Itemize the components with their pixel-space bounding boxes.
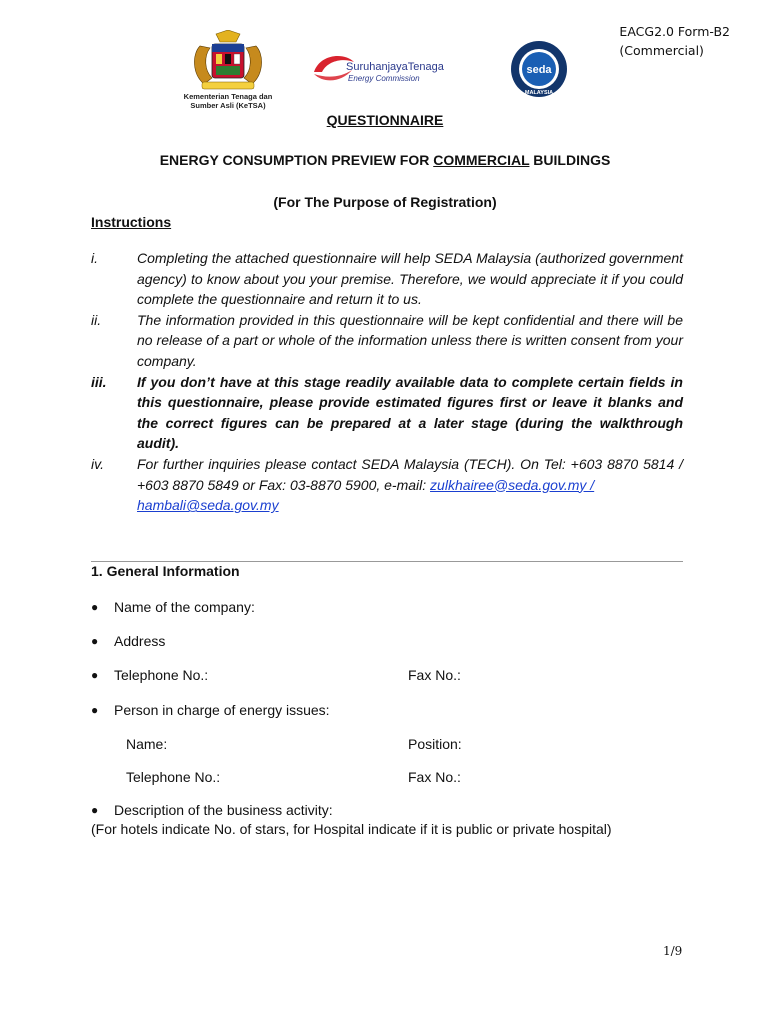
pic-telephone-label: Telephone No.: [126,769,221,785]
form-code [619,22,730,60]
bullet-icon: ● [91,600,99,614]
address-label: Address [114,633,166,649]
instruction-number: iv. [91,455,104,472]
instruction-number: ii. [91,311,102,328]
instruction-item [91,248,683,310]
instruction-number: i. [91,250,98,266]
instruction-text: The information provided in this questionnaire will be kept confidential and there will be no release of a part or whole of the information unless there is written consent from your company. [137,311,683,369]
seda-logo-text: seda [526,64,552,76]
person-in-charge-label: Person in charge of energy issues: [114,702,330,718]
crest-caption-line1: Kementerian Tenaga dan [183,92,273,101]
email-link-hambali[interactable]: hambali@seda.gov.my [137,497,279,514]
telephone-label: Telephone No.: [114,667,209,683]
instruction-number: iii. [91,373,107,390]
purpose-line: (For The Purpose of Registration) [273,194,497,210]
email-link-zulkhairee[interactable]: zulkhairee@seda.gov.my / [430,476,595,493]
suruhanjaya-tenaga-logo [310,48,460,88]
instruction-item [91,454,683,516]
pic-position-label: Position: [408,736,462,752]
seda-malaysia-logo [510,40,568,98]
malaysia-coat-of-arms-icon [186,30,270,92]
subtitle-pre: ENERGY CONSUMPTION PREVIEW FOR [159,152,434,168]
instructions-list [91,248,683,516]
instruction-text: Completing the attached questionnaire will help SEDA Malaysia (authorized government agency) to know about you your premise. Therefore, we would appreciate it if you could complete the questionnaire and return it to us. [137,250,683,308]
bullet-icon: ● [91,803,99,817]
instruction-item [91,310,683,372]
bullet-icon: ● [91,634,99,648]
seda-logo-country: MALAYSIA [524,90,554,96]
page-title: QUESTIONNAIRE [326,112,444,128]
page-number: 1/9 [663,944,683,958]
crest-caption [168,92,288,110]
subtitle-post: BUILDINGS [529,152,611,168]
bullet-icon: ● [91,668,99,682]
st-logo-sub: Energy Commission [348,74,420,83]
form-code-line1: EACG2.0 Form-B2 [619,24,730,39]
section-divider [91,561,683,562]
form-code-line2: (Commercial) [619,43,704,58]
fax-label: Fax No.: [408,667,461,683]
instruction-text: If you don’t have at this stage readily available data to complete certain fields in this questionnaire, please provide estimated figures first or leave it blanks and the correct figures can be prepared at a later stage (during the walkthrough audit). [137,373,683,452]
crest-caption-line2: Sumber Asli (KeTSA) [190,101,266,110]
instruction-item [91,372,683,454]
business-description-label: Description of the business activity: [114,802,333,818]
section-heading-general-information: 1. General Information [91,563,240,579]
subtitle-emphasis: COMMERCIAL [433,152,530,168]
business-description-note: (For hotels indicate No. of stars, for Hospital indicate if it is public or private hospital) [91,821,612,837]
document-subtitle [0,152,770,168]
instructions-heading: Instructions [91,214,172,230]
instruction-text: For further inquiries please contact SEDA Malaysia (TECH). On Tel: +603 8870 5814 / +603 8870 5849 or Fax: 03-8870 5900, e-mail: [137,455,683,493]
company-name-label: Name of the company: [114,599,255,615]
st-logo-name: SuruhanjayaTenaga [346,61,444,73]
pic-name-label: Name: [126,736,168,752]
bullet-icon: ● [91,703,99,717]
pic-fax-label: Fax No.: [408,769,461,785]
